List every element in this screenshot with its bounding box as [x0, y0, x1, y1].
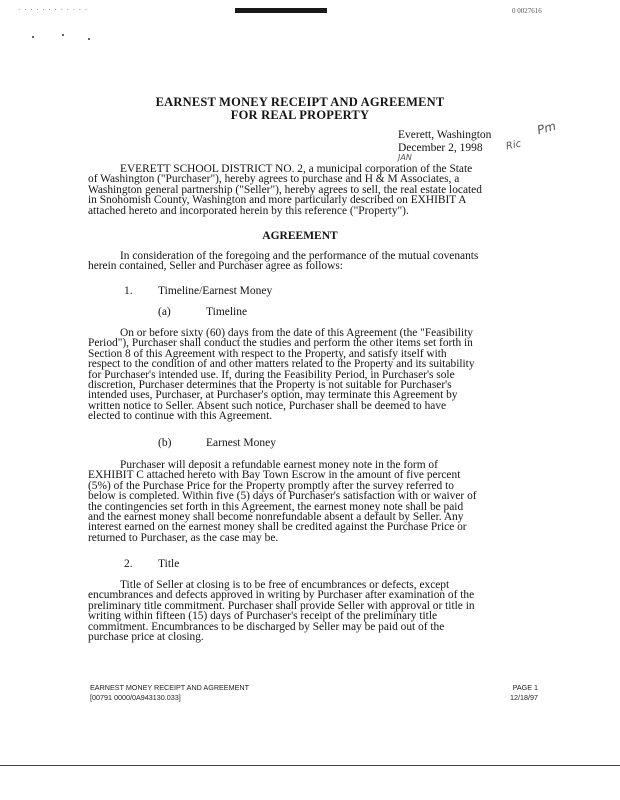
section-1a-title: Timeline — [206, 306, 248, 318]
text-line: below is completed. Within five (5) days of Purchaser's satisfaction with or waiver of — [88, 490, 477, 503]
agreement-heading: AGREEMENT — [262, 230, 338, 242]
timeline-paragraph — [88, 328, 518, 422]
date-day: 2 — [448, 142, 454, 154]
text-line: attached hereto and incorporated herein by this reference ("Property"). — [88, 204, 409, 217]
text-line: the contingencies set forth in this Agreement, the earnest money note shall be paid — [88, 500, 464, 513]
section-1b-label: (b) — [158, 437, 172, 449]
text-line: respect to the condition of and other matters related to the Property and its suitability — [88, 358, 475, 371]
consideration-paragraph — [88, 251, 518, 272]
text-line: discretion, Purchaser determines that the Property is not suitable for Purchaser's — [88, 379, 452, 392]
section-1-title: Timeline/Earnest Money — [158, 285, 273, 297]
intro-paragraph — [88, 164, 518, 216]
fax-header-right: 0 0027616 — [512, 7, 542, 15]
text-line: Period"), Purchaser shall conduct the studies and perform the other items set forth in — [88, 337, 473, 350]
section-2-number: 2. — [124, 558, 133, 570]
footer-document-name: EARNEST MONEY RECEIPT AND AGREEMENT — [90, 683, 249, 692]
text-line: herein contained, Seller and Purchaser agree as follows: — [88, 260, 343, 273]
text-line: In consideration of the foregoing and the performance of the mutual covenants — [120, 250, 479, 262]
scan-speck — [62, 34, 64, 36]
handwritten-margin: Ric — [505, 138, 523, 153]
date-year: , 1998 — [453, 142, 483, 154]
text-line: encumbrances and defects approved in writing by Purchaser after examination of the — [88, 589, 475, 602]
handwritten-correction: JAN — [398, 153, 412, 162]
text-line: Purchaser will deposit a refundable earnest money note in the form of — [120, 459, 438, 471]
section-1-number: 1. — [124, 285, 133, 297]
text-line: and the earnest money shall become nonrefundable absent a default by Seller. Any — [88, 511, 464, 524]
text-line: written notice to Seller. Absent such notice, Purchaser shall be deemed to have — [88, 399, 447, 412]
text-line: Section 8 of this Agreement with respect to the Property, and satisfy itself with — [88, 347, 447, 360]
text-line: EXHIBIT C attached hereto with Bay Town Escrow in the amount of five percent — [88, 469, 461, 482]
text-line: returned to Purchaser, as the case may be. — [88, 531, 279, 544]
text-line: writing within fifteen (15) days of Purchaser's receipt of the preliminary title — [88, 610, 438, 623]
fax-header-left: · · · · · · · · · · · · — [18, 6, 89, 14]
text-line: preliminary title commitment. Purchaser shall provide Seller with approval or title in — [88, 599, 475, 612]
text-line: commitment. Encumbrances to be discharged by Seller may be paid out of the — [88, 620, 445, 633]
section-1b-title: Earnest Money — [206, 437, 276, 449]
text-line: intended uses, Purchaser, at Purchaser's option, may terminate this Agreement by — [88, 389, 458, 402]
text-line: Washington general partnership ("Seller"), hereby agrees to sell, the real estate located — [88, 183, 482, 196]
text-line: in Snohomish County, Washington and more particularly described on EXHIBIT A — [88, 194, 467, 207]
text-line: for Purchaser's intended use. If, during the Feasibility Period, in Purchaser's sole — [88, 368, 455, 381]
text-line: of Washington ("Purchaser"), hereby agrees to purchase and H & M Associates, a — [88, 173, 460, 186]
text-line: On or before sixty (60) days from the date of this Agreement (the "Feasibility — [120, 327, 473, 339]
place-city: Everett, Washington — [398, 129, 492, 141]
section-1a-label: (a) — [158, 306, 171, 318]
text-line: interest earned on the earnest money shall be credited against the Purchase Price or — [88, 521, 467, 534]
text-line: (5%) of the Purchase Price for the Property promptly after the survey referred to — [88, 479, 454, 492]
handwritten-initials: Pm — [535, 118, 558, 138]
scan-speck — [32, 36, 34, 38]
earnest-money-paragraph — [88, 460, 518, 543]
document-title-line1: EARNEST MONEY RECEIPT AND AGREEMENT — [155, 95, 445, 109]
section-2-title: Title — [158, 558, 180, 570]
scan-speck — [88, 38, 90, 40]
footer-page-number: PAGE 1 — [512, 683, 538, 692]
text-line: elected to continue with this Agreement. — [88, 410, 273, 423]
scan-bottom-edge — [0, 765, 620, 766]
text-line: Title of Seller at closing is to be free of encumbrances or defects, except — [120, 579, 450, 591]
fax-header-bar — [235, 8, 327, 13]
text-line: purchase price at closing. — [88, 631, 204, 644]
footer-date: 12/18/97 — [510, 693, 538, 702]
document-title-line2: FOR REAL PROPERTY — [230, 108, 370, 122]
text-line: EVERETT SCHOOL DISTRICT NO. 2, a municipal corporation of the State — [120, 163, 473, 175]
footer-document-id: [00791 0000/0A943130.033] — [90, 693, 181, 702]
title-paragraph — [88, 580, 518, 642]
date-month: December — [398, 142, 446, 154]
